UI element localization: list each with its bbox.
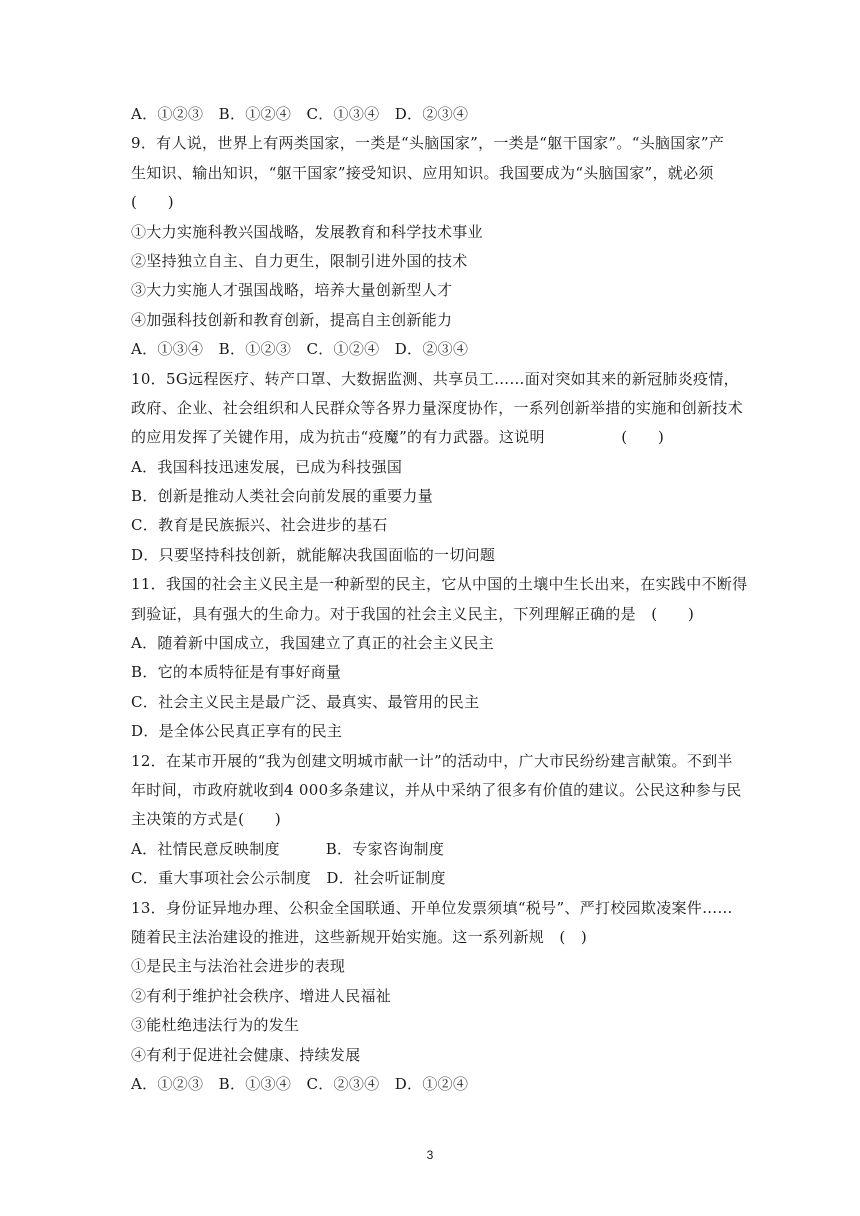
question-12-stem: 年时间，市政府就收到4 000多条建议，并从中采纳了很多有价值的建议。公民这种参与民 xyxy=(131,780,742,799)
options-ab: A．社情民意反映制度 B．专家咨询制度 xyxy=(131,839,445,858)
question-9-stem: 9．有人说，世界上有两类国家，一类是“头脑国家”，一类是“躯干国家”。“头脑国家”产 xyxy=(131,134,725,153)
question-12-stem: 主决策的方式是( ) xyxy=(131,810,282,829)
option-c: C．教育是民族振兴、社会进步的基石 xyxy=(131,516,388,535)
statement-item: ①大力实施科教兴国战略，发展教育和科学技术事业 xyxy=(131,222,483,241)
page-number: 3 xyxy=(426,1148,434,1162)
option-a: A．随着新中国成立，我国建立了真正的社会主义民主 xyxy=(131,634,495,653)
statement-item: ④加强科技创新和教育创新，提高自主创新能力 xyxy=(131,310,453,329)
question-13-stem: 13．身份证异地办理、公积金全国联通、开单位发票须填“税号”、严打校园欺凌案件…… xyxy=(131,898,733,917)
statement-item: ①是民主与法治社会进步的表现 xyxy=(131,957,346,976)
statement-item: ③大力实施人才强国战略，培养大量创新型人才 xyxy=(131,281,453,300)
option-b: B．它的本质特征是有事好商量 xyxy=(131,663,342,682)
question-10-stem: 10．5G远程医疗、转产口罩、大数据监测、共享员工……面对突如其来的新冠肺炎疫情， xyxy=(131,369,739,388)
options-cd: C．重大事项社会公示制度 D．社会听证制度 xyxy=(131,869,446,888)
question-9-blank: ( ) xyxy=(131,193,174,212)
question-10-stem: 政府、企业、社会组织和人民群众等各界力量深度协作，一系列创新举措的实施和创新技术 xyxy=(131,398,744,417)
question-9-stem: 生知识、输出知识，“躯干国家”接受知识、应用知识。我国要成为“头脑国家”，就必须 xyxy=(131,163,714,182)
question-12-stem: 12．在某市开展的“我为创建文明城市献一计”的活动中，广大市民纷纷建言献策。不到半 xyxy=(131,751,733,770)
option-d: D．是全体公民真正享有的民主 xyxy=(131,722,343,741)
answer-options-q8: A．①②③ B．①②④ C．①③④ D．②③④ xyxy=(131,105,469,123)
option-b: B．创新是推动人类社会向前发展的重要力量 xyxy=(131,487,434,506)
option-a: A．我国科技迅速发展，已成为科技强国 xyxy=(131,457,403,476)
question-11-stem: 11．我国的社会主义民主是一种新型的民主，它从中国的土壤中生长出来，在实践中不断得 xyxy=(131,575,748,594)
document-body xyxy=(131,100,748,1099)
answer-options-q9: A．①③④ B．①②③ C．①②④ D．②③④ xyxy=(131,340,469,359)
statement-item: ②坚持独立自主、自力更生，限制引进外国的技术 xyxy=(131,251,468,270)
question-13-stem: 随着民主法治建设的推进，这些新规开始实施。这一系列新规 ( ) xyxy=(131,927,588,946)
answer-options-q13: A．①②③ B．①③④ C．②③④ D．①②④ xyxy=(131,1074,469,1093)
statement-item: ④有利于促进社会健康、持续发展 xyxy=(131,1045,361,1064)
question-10-stem: 的应用发挥了关键作用，成为抗击“疫魔”的有力武器。这说明 ( ) xyxy=(131,428,665,447)
option-c: C．社会主义民主是最广泛、最真实、最管用的民主 xyxy=(131,692,480,711)
option-d: D．只要坚持科技创新，就能解决我国面临的一切问题 xyxy=(131,545,496,564)
statement-item: ②有利于维护社会秩序、增进人民福祉 xyxy=(131,986,392,1005)
statement-item: ③能杜绝违法行为的发生 xyxy=(131,1016,300,1035)
question-11-stem: 到验证，具有强大的生命力。对于我国的社会主义民主，下列理解正确的是 ( ) xyxy=(131,604,695,623)
